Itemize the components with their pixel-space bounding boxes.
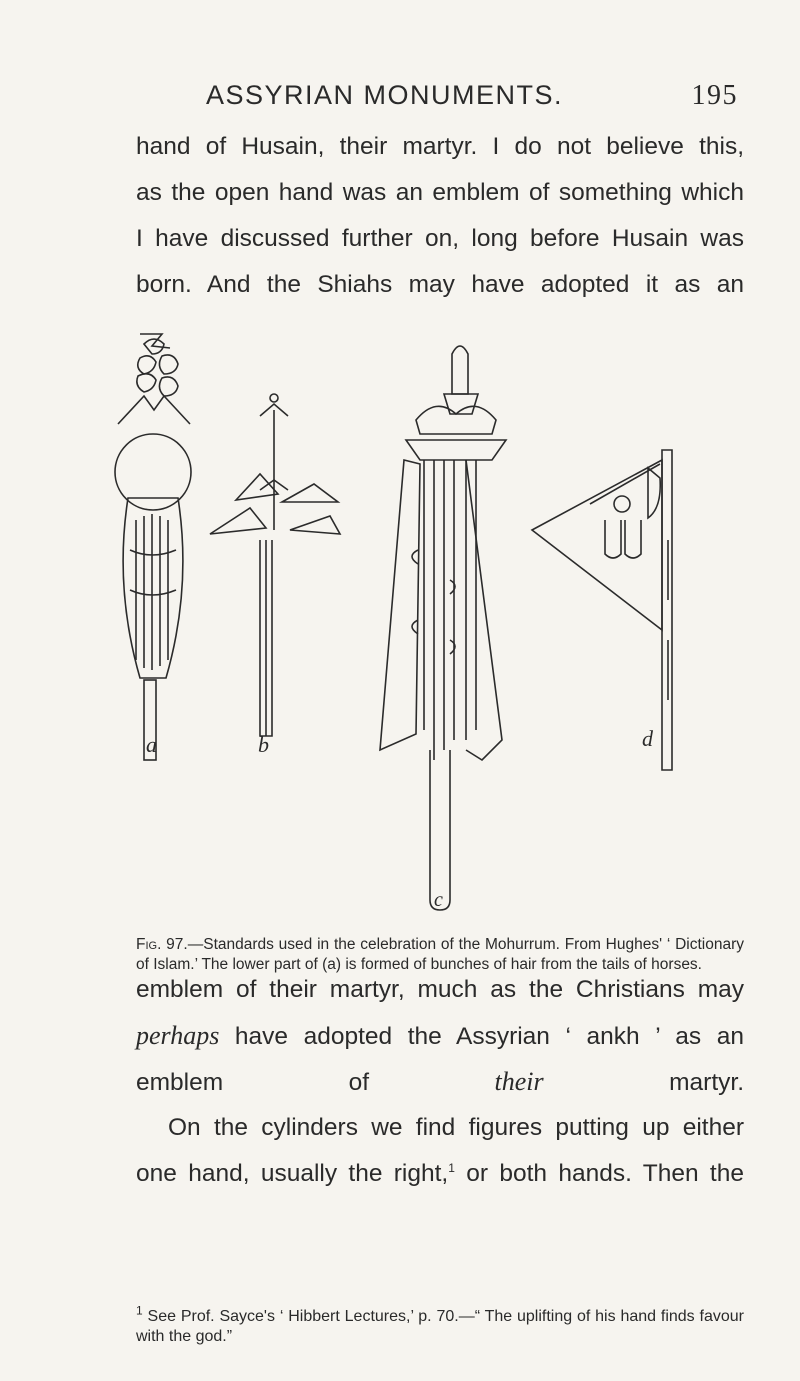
text-line: as the open hand was an emblem of something which: [136, 179, 744, 206]
text-line: born. And the Shiahs may have adopted it as an: [136, 271, 744, 298]
figure-label-d: d: [642, 726, 653, 751]
top-paragraph: [136, 124, 744, 308]
standard-d: [532, 450, 672, 770]
bottom-paragraph: [136, 967, 744, 1197]
text-span: emblem of: [136, 1069, 495, 1096]
text-span: martyr.: [543, 1069, 745, 1096]
footnote-marker: 1: [136, 1303, 143, 1318]
figure-label-a: a: [146, 732, 157, 757]
caption-text: —Standards used in the celebration of the Mohurrum. From Hughes' ‘ Dictionary of Islam.’ The lower part of (a) is formed of bunches of hair from the tails of horses.: [136, 936, 744, 973]
standard-a: [115, 334, 191, 760]
footnote: [136, 1303, 744, 1347]
footnote-ref: 1: [448, 1160, 455, 1175]
italic-word: their: [494, 1067, 544, 1096]
text-span: one hand, usually the right,: [136, 1160, 449, 1187]
text-span: or both hands. Then the: [454, 1160, 744, 1187]
running-head-title: ASSYRIAN MONUMENTS.: [206, 80, 564, 110]
footnote-text: See Prof. Sayce's ‘ Hibbert Lectures,’ p. 70.—“ The uplifting of his hand finds favour with the god.”: [136, 1308, 744, 1345]
text-line: [136, 1013, 744, 1059]
figure-97-standards: [100, 320, 740, 920]
page-number: 195: [691, 80, 738, 111]
standard-b: [210, 394, 340, 736]
figure-label-b: b: [258, 732, 269, 757]
italic-word: perhaps: [136, 1021, 220, 1050]
text-line: [136, 1151, 744, 1197]
text-line: emblem of their martyr, much as the Christians may: [136, 976, 744, 1003]
text-line: On the cylinders we find figures putting up either: [168, 1114, 744, 1141]
text-line: I have discussed further on, long before Husain was: [136, 225, 744, 252]
text-span: have adopted the Assyrian ‘ ankh ’ as an: [219, 1023, 744, 1050]
figure-label-c: c: [434, 889, 443, 911]
figure-number: Fig. 97.: [136, 936, 188, 953]
text-line: hand of Husain, their martyr. I do not believe this,: [136, 133, 744, 160]
text-line: [136, 1059, 744, 1105]
standard-c: [380, 346, 506, 910]
